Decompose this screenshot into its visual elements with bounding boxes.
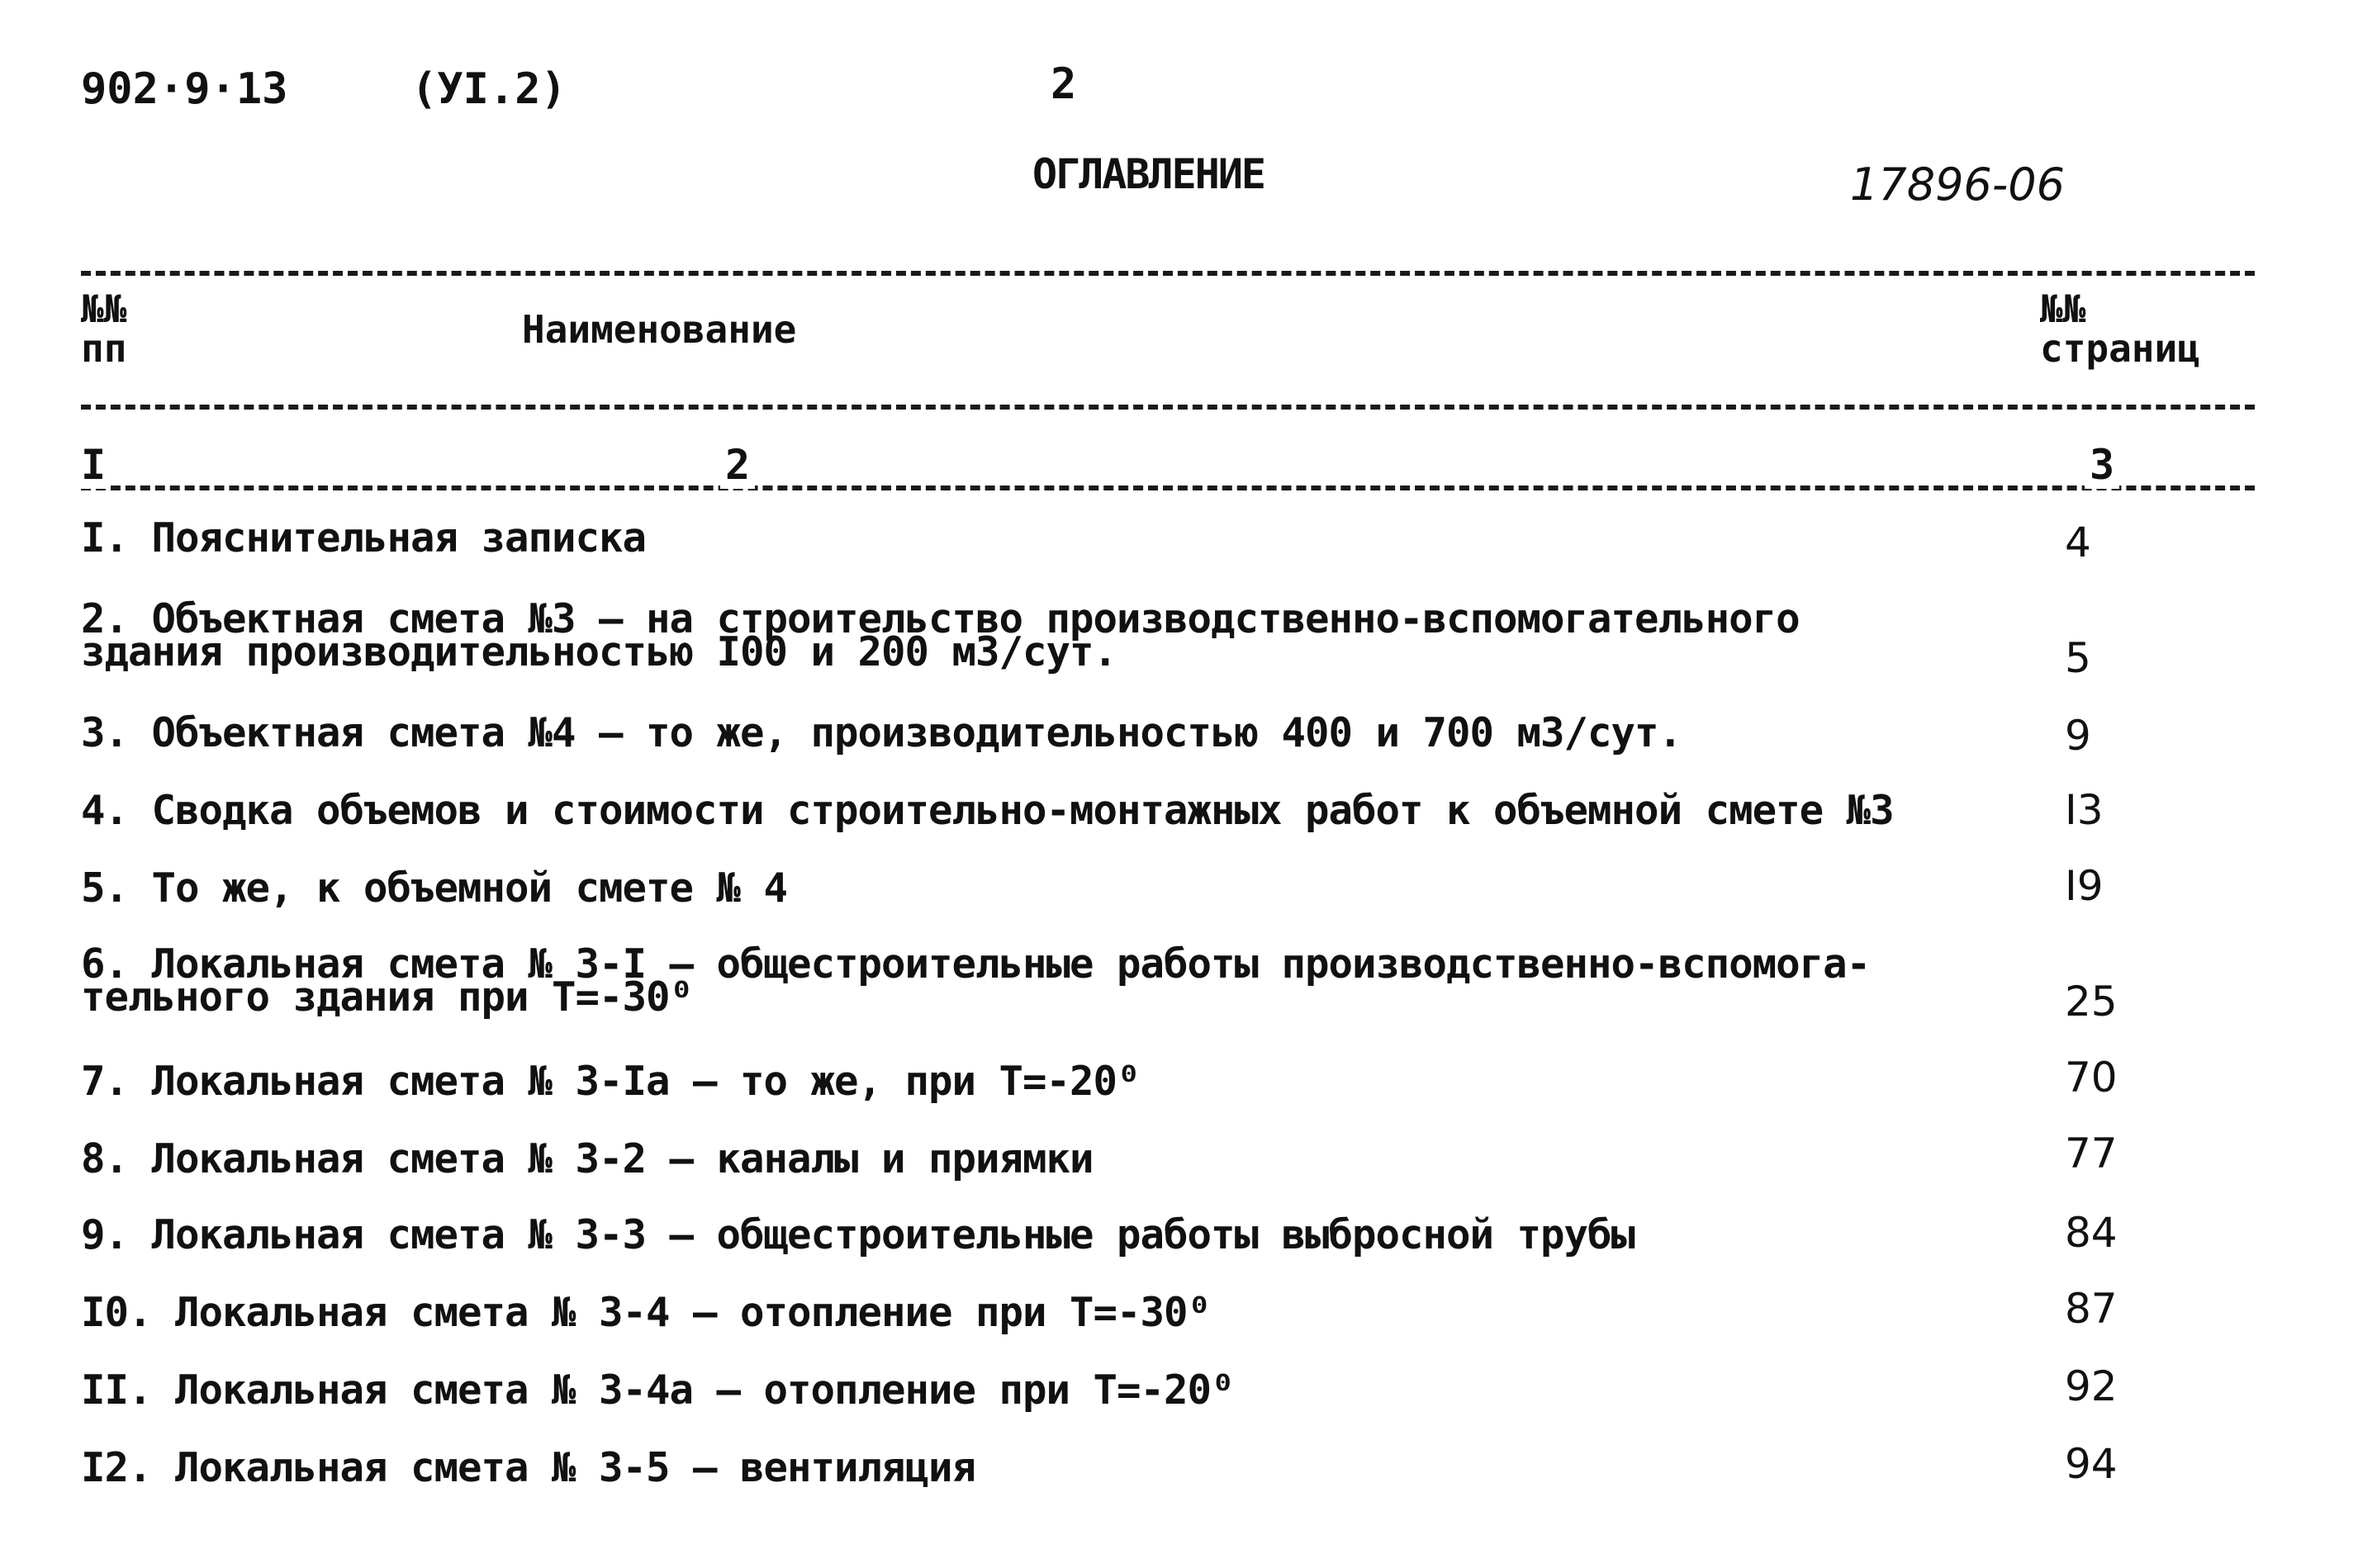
toc-entry: 7. Локальная смета № 3-Iа – то же, при Т=-20⁰	[81, 1058, 1141, 1105]
column-number-3: 3	[2085, 441, 2119, 489]
toc-entry: 2. Объектная смета №3 – на строительство производственно-вспомогательного здания производительностью I00 и 200 м3/сут.	[81, 595, 1800, 675]
header-rule-middle	[81, 405, 2255, 410]
toc-entry: 6. Локальная смета № 3-I – общестроительные работы производственно-вспомога- тельного здания при Т=-30⁰	[81, 940, 1871, 1021]
toc-entry: 3. Объектная смета №4 – то же, производительностью 400 и 700 м3/сут.	[81, 709, 1682, 756]
toc-entry: I. Пояснительная записка	[81, 514, 647, 561]
toc-entry: I2. Локальная смета № 3-5 – вентиляция	[81, 1444, 976, 1491]
toc-entry: 8. Локальная смета № 3-2 – каналы и приямки	[81, 1135, 1094, 1182]
toc-entry: II. Локальная смета № 3-4а – отопление при Т=-20⁰	[81, 1367, 1235, 1414]
toc-page: I3	[2065, 786, 2104, 834]
toc-page: 77	[2065, 1130, 2118, 1177]
toc-page: 70	[2065, 1054, 2118, 1101]
toc-entry: I0. Локальная смета № 3-4 – отопление при Т=-30⁰	[81, 1289, 1212, 1336]
column-number-rule	[81, 486, 2255, 490]
toc-page: 87	[2065, 1285, 2118, 1333]
toc-entry: 5. То же, к объемной смете № 4	[81, 865, 788, 912]
column-number-2: 2	[720, 441, 755, 489]
toc-page: 9	[2065, 712, 2091, 760]
column-header-name: Наименование	[522, 307, 797, 352]
page-number: 2	[1051, 59, 1077, 109]
column-header-pages: №№ страниц	[2040, 287, 2200, 371]
toc-page: 5	[2065, 634, 2091, 682]
handwritten-code: 17896-06	[1850, 159, 2065, 211]
toc-page: 92	[2065, 1362, 2118, 1410]
toc-entry: 4. Сводка объемов и стоимости строительно-монтажных работ к объемной смете №3	[81, 787, 1894, 834]
toc-entry: 9. Локальная смета № 3-3 – общестроительные работы выбросной трубы	[81, 1211, 1635, 1258]
column-number-1: I	[76, 441, 111, 489]
toc-page: 25	[2065, 978, 2118, 1026]
column-header-number: №№ пп	[81, 287, 127, 371]
toc-page: I9	[2065, 862, 2104, 910]
header-rule-top	[81, 271, 2255, 276]
toc-page: 84	[2065, 1209, 2118, 1257]
page-title: ОГЛАВЛЕНИЕ	[1032, 150, 1265, 198]
toc-page: 4	[2065, 519, 2091, 566]
document-part: (УI.2)	[411, 64, 567, 114]
document-code: 902·9·13	[81, 64, 288, 114]
toc-page: 94	[2065, 1440, 2118, 1488]
